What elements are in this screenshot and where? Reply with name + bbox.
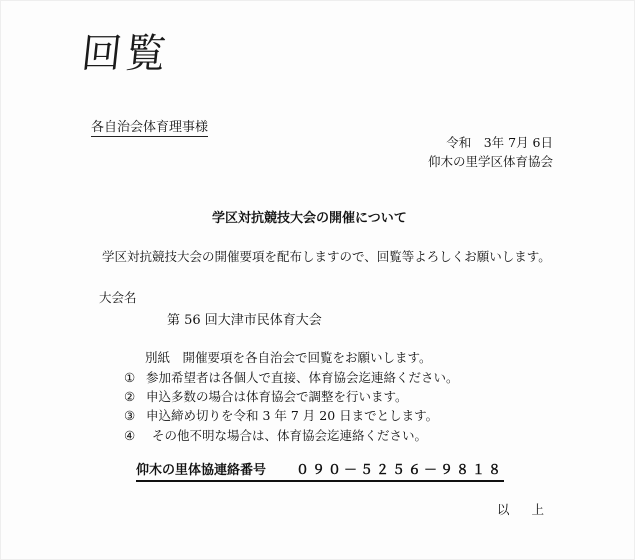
issue-date: 令和 3年 7月 6日 <box>446 135 553 150</box>
sender-organization: 仰木の里学区体育協会 <box>427 154 553 169</box>
list-item-text: その他不明な場合は、体育協会迄連絡ください。 <box>152 428 428 443</box>
intro-paragraph: 学区対抗競技大会の開催要項を配布しますので、回覧等よろしくお願いします。 <box>102 249 551 264</box>
document-title: 学区対抗競技大会の開催について <box>212 211 407 226</box>
list-item <box>124 406 438 424</box>
event-name: 第 56 回大津市民体育大会 <box>167 313 322 328</box>
list-item-number: ④ <box>124 428 136 443</box>
list-item <box>124 426 427 444</box>
closing-mark: 以上 <box>497 502 567 517</box>
recipient-line: 各自治会体育理事様 <box>91 116 208 137</box>
contact-line <box>136 459 504 482</box>
list-item-number: ① <box>124 370 136 385</box>
contact-label: 仰木の里体協連絡番号 <box>136 463 267 478</box>
list-item <box>124 387 408 405</box>
list-item-number: ③ <box>124 408 136 423</box>
list-item-text: 申込多数の場合は体育協会で調整を行います。 <box>146 389 408 404</box>
list-item-text: 参加希望者は各個人で直接、体育協会迄連絡ください。 <box>146 370 459 385</box>
list-item-number: ② <box>124 389 136 404</box>
list-item <box>124 368 459 386</box>
attachment-note: 別紙 開催要項を各自治会で回覧をお願いします。 <box>145 350 432 365</box>
event-label: 大会名 <box>99 290 137 305</box>
contact-phone-number: ０９０－５２５６－９８１８ <box>296 463 505 478</box>
circulation-stamp: 回覧 <box>79 31 173 77</box>
list-item-text: 申込締め切りを令和 3 年 7 月 20 日までとします。 <box>146 408 439 423</box>
